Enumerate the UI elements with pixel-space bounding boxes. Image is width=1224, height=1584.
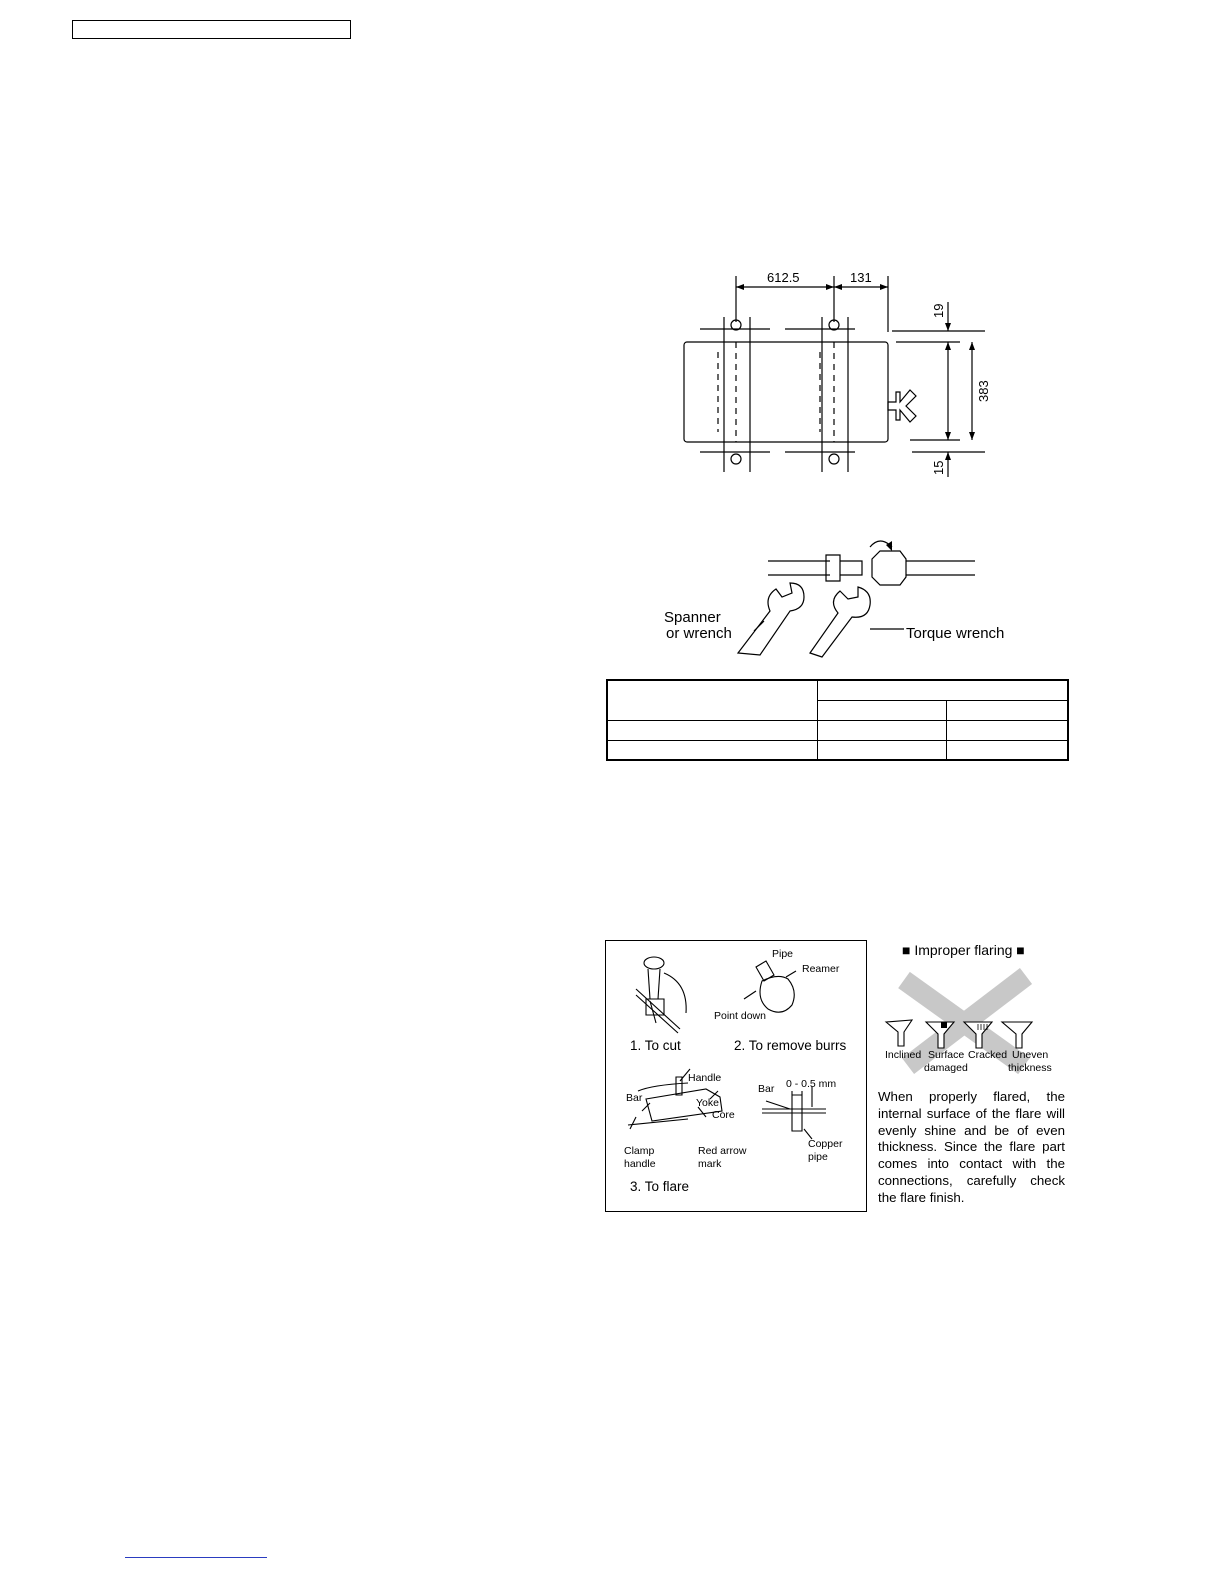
dim-width-left: 612.5 [767,270,800,285]
table-cell [818,720,947,740]
label-inclined: Inclined [885,1049,922,1061]
label-uneven: Uneven [1012,1049,1049,1061]
improper-flaring-title: ■ Improper flaring ■ [902,942,1025,958]
step-1-label: 1. To cut [630,1038,681,1053]
label-clamp: Clamp [624,1145,655,1157]
table-cell [607,720,818,740]
label-handle: Handle [688,1072,722,1084]
dim-top: 19 [931,303,946,318]
dim-bottom: 15 [931,460,946,475]
dim-height: 383 [976,380,991,402]
header-box [72,20,351,39]
label-gap: 0 - 0.5 mm [786,1078,837,1090]
label-bar-detail: Bar [758,1083,775,1095]
spanner-label-1: Spanner [664,609,721,626]
torque-table [606,679,1069,761]
label-yoke: Yoke [696,1097,719,1109]
unit-body [684,342,888,442]
label-bar: Bar [626,1092,643,1104]
label-reamer: Reamer [802,963,840,975]
cross-mark-icon [904,976,1026,1066]
spanner-label-2: or wrench [666,625,732,642]
label-core: Core [712,1109,735,1121]
label-clamp-handle: handle [624,1158,656,1170]
table-cell [818,680,1069,700]
label-red-arrow: Red arrow [698,1145,747,1157]
label-copper: Copper [808,1138,843,1150]
table-cell [947,740,1069,760]
label-copper-pipe: pipe [808,1151,828,1163]
table-cell [607,740,818,760]
wrench-diagram [660,535,1020,660]
label-damaged: damaged [924,1062,968,1074]
label-surface: Surface [928,1049,965,1061]
label-mark: mark [698,1158,722,1170]
label-cracked: Cracked [968,1049,1008,1061]
torque-label: Torque wrench [906,625,1005,642]
flaring-illustrations [606,941,865,1209]
table-cell [818,700,947,720]
flare-description: When properly flared, the internal surface of the flare will evenly shine and be of even thickness. Since the flare part comes into contact with the connections, carefully check the flare finish. [878,1089,1065,1205]
mounting-diagram [660,262,1000,482]
label-point-down: Point down [714,1010,766,1022]
label-thickness: thickness [1008,1062,1052,1074]
table-cell [607,680,818,720]
label-pipe: Pipe [772,948,794,960]
table-cell [947,720,1069,740]
table-cell [818,740,947,760]
improper-flaring-figure [878,940,1068,1075]
footer-link-underline [125,1557,267,1558]
step-3-label: 3. To flare [630,1179,690,1194]
step-2-label: 2. To remove burrs [734,1038,847,1053]
dim-width-right: 131 [850,270,872,285]
table-cell [947,700,1069,720]
